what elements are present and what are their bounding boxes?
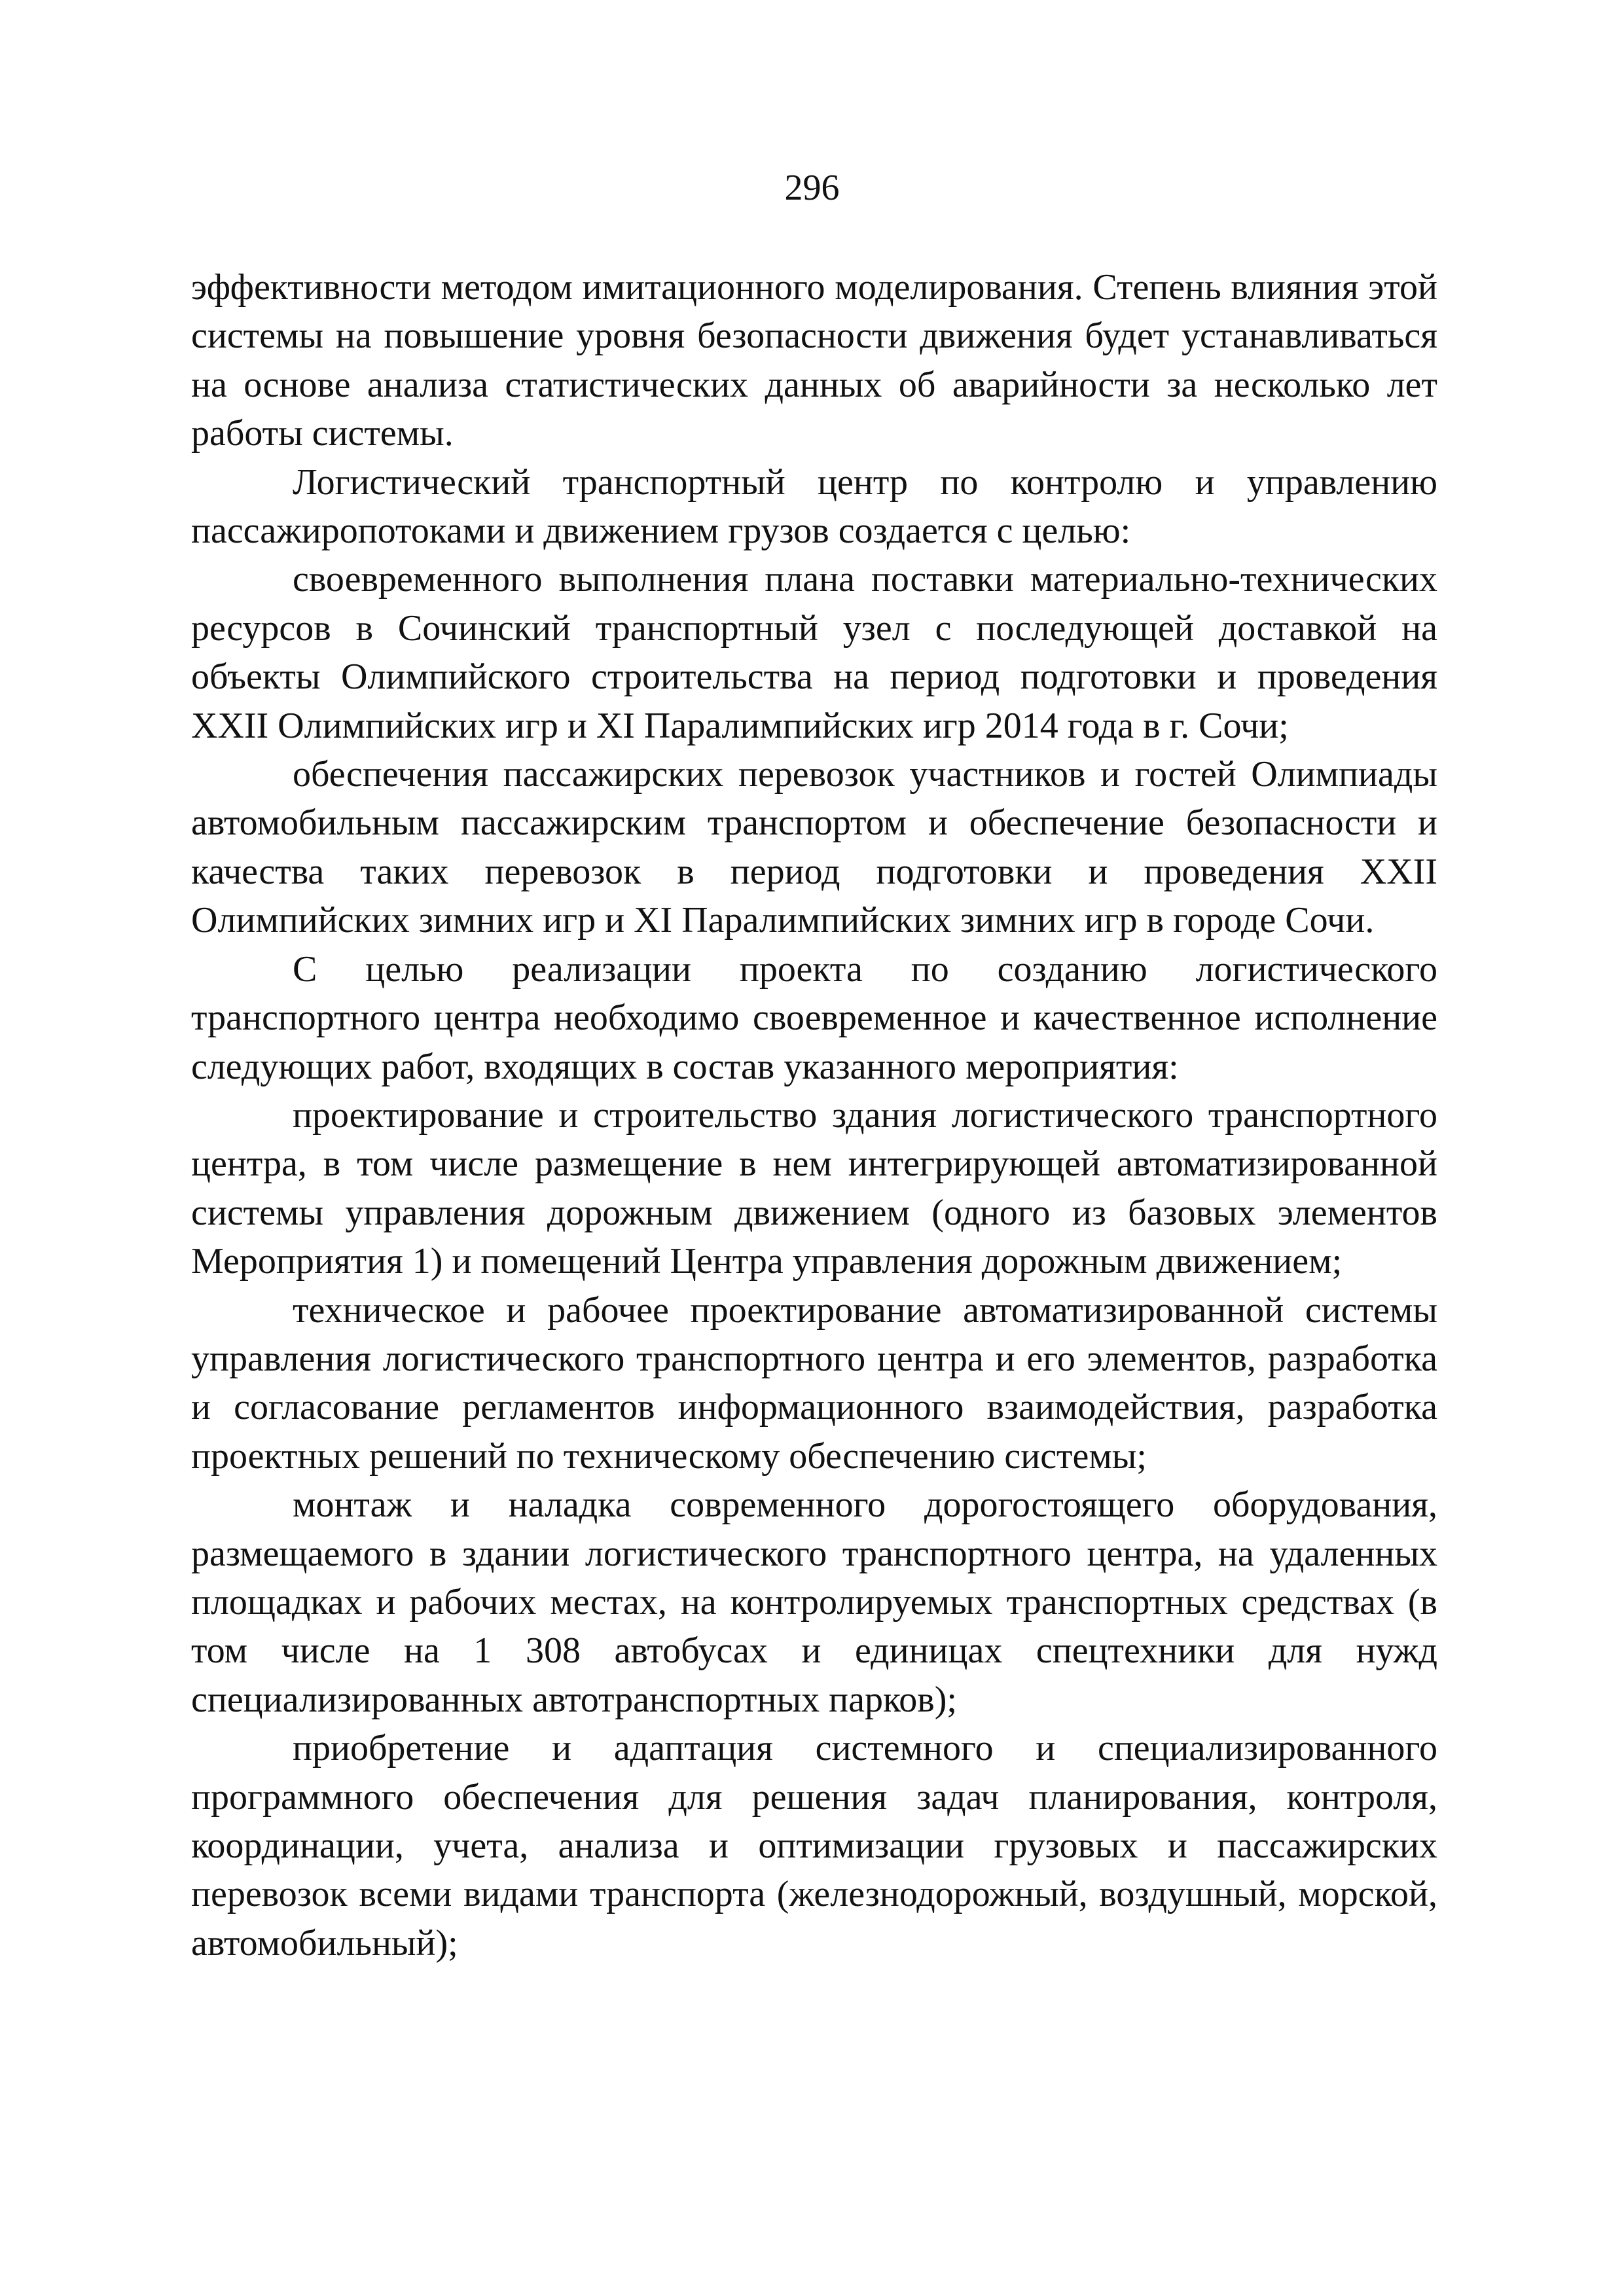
paragraph-2: Логистический транспортный центр по контролю и управлению пассажиропотоками и движением грузов создается с целью: bbox=[191, 461, 1437, 552]
paragraph-7: техническое и рабочее проектирование автоматизированной системы управления логистического транспортного центра и его элементов, разработка и согласование регламентов информационного взаимодействия, разработка проектных решений по техническому обеспечению системы; bbox=[191, 1289, 1437, 1477]
paragraph-5: С целью реализации проекта по созданию логистического транспортного центра необходимо своевременное и качественное исполнение следующих работ, входящих в состав указанного мероприятия: bbox=[191, 948, 1437, 1087]
paragraph-4: обеспечения пассажирских перевозок участников и гостей Олимпиады автомобильным пассажирским транспортом и обеспечение безопасности и качества таких перевозок в период подготовки и проведения XXII Олимпийских зимних игр и XI Паралимпийских зимних игр в городе Сочи. bbox=[191, 754, 1437, 941]
paragraph-8: монтаж и наладка современного дорогостоящего оборудования, размещаемого в здании логистического транспортного центра, на удаленных площадках и рабочих местах, на контролируемых транспортных средствах (в том числе на 1 308 автобусах и единицах спецтехники для нужд специализированных автотранспортных парков); bbox=[191, 1484, 1437, 1720]
body-text bbox=[191, 263, 1437, 1967]
paragraph-9: приобретение и адаптация системного и специализированного программного обеспечения для решения задач планирования, контроля, координации, учета, анализа и оптимизации грузовых и пассажирских перевозок всеми видами транспорта (железнодорожный, воздушный, морской, автомобильный); bbox=[191, 1728, 1437, 1964]
paragraph-3: своевременного выполнения плана поставки материально-технических ресурсов в Сочинский транспортный узел с последующей доставкой на объекты Олимпийского строительства на период подготовки и проведения XXII Олимпийских игр и XI Паралимпийских игр 2014 года в г. Сочи; bbox=[191, 559, 1437, 746]
page-number: 296 bbox=[784, 168, 840, 208]
paragraph-1: эффективности методом имитационного моделирования. Степень влияния этой системы на повышение уровня безопасности движения будет устанавливаться на основе анализа статистических данных об аварийности за несколько лет работы системы. bbox=[191, 267, 1437, 454]
paragraph-6: проектирование и строительство здания логистического транспортного центра, в том числе размещение в нем интегрирующей автоматизированной системы управления дорожным движением (одного из базовых элементов Мероприятия 1) и помещений Центра управления дорожным движением; bbox=[191, 1094, 1437, 1282]
